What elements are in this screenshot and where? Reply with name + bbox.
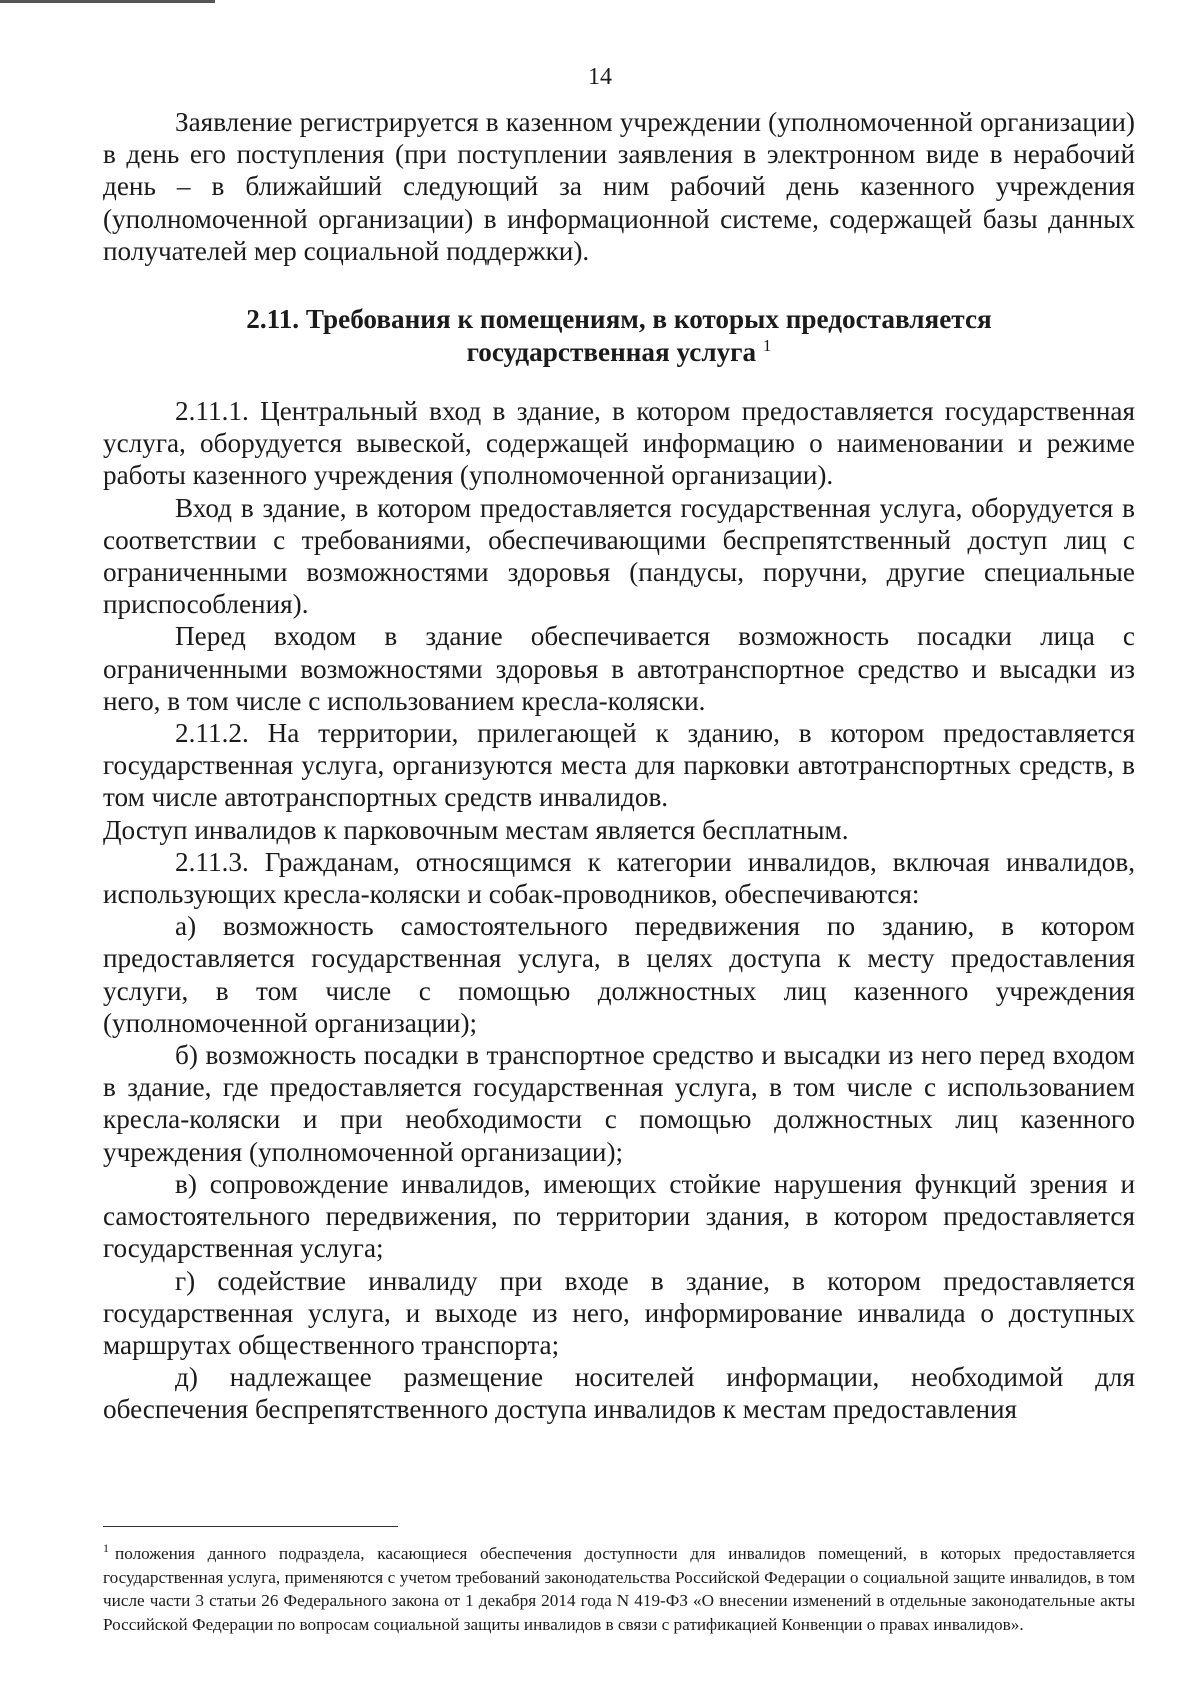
paragraph-2-11-2: 2.11.2. На территории, прилегающей к зданию, в котором предоставляется государственная услуга, организуются места для парковки автотранспортных средств, в том числе автотранспортных средств инвалидов.	[103, 718, 1135, 813]
footnote-reference: 1	[762, 335, 772, 355]
paragraph-2-11-1: 2.11.1. Центральный вход в здание, в котором предоставляется государственная услуга, оборудуется вывеской, содержащей информацию о наименовании и режиме работы казенного учреждения (уполномоченной организации).	[103, 396, 1135, 491]
footnote	[103, 1542, 1135, 1636]
list-item-a: а) возможность самостоятельного передвижения по зданию, в котором предоставляется государственная услуга, в целях доступа к месту предоставления услуги, в том числе с помощью должностных лиц казенного учреждения (уполномоченной организации);	[103, 911, 1135, 1038]
section-heading	[103, 303, 1135, 369]
section-heading-line1: 2.11. Требования к помещениям, в которых предоставляется	[246, 304, 992, 335]
page-number: 14	[588, 64, 612, 90]
scan-artifact-line	[0, 0, 215, 3]
list-item-d: д) надлежащее размещение носителей информации, необходимой для обеспечения беспрепятственного доступа инвалидов к местам предоставления	[103, 1362, 1135, 1425]
paragraph-registration: Заявление регистрируется в казенном учреждении (уполномоченной организации) в день его поступления (при поступлении заявления в электронном виде в нерабочий день – в ближайший следующий за ним рабочий день казенного учреждения (уполномоченной организации) в информационной системе, содержащей базы данных получателей мер социальной поддержки).	[103, 107, 1135, 266]
paragraph-parking-free: Доступ инвалидов к парковочным местам является бесплатным.	[103, 814, 849, 845]
document-body	[103, 106, 1135, 1426]
paragraph-2-11-3: 2.11.3. Гражданам, относящимся к категории инвалидов, включая инвалидов, использующих кресла-коляски и собак-проводников, обеспечиваются:	[103, 846, 1135, 910]
footnote-divider	[103, 1526, 398, 1527]
paragraph-boarding: Перед входом в здание обеспечивается возможность посадки лица с ограниченными возможностями здоровья в автотранспортное средство и высадки из него, в том числе с использованием кресла-коляски.	[103, 621, 1135, 716]
footnote-text: положения данного подраздела, касающиеся обеспечения доступности для инвалидов помещений, в которых предоставляется государственная услуга, применяются с учетом требований законодательства Российской Федерации о социальной защите инвалидов, в том числе части 3 статьи 26 Федерального закона от 1 декабря 2014 года N 419-ФЗ «О внесении изменений в отдельные законодательные акты Российской Федерации по вопросам социальной защиты инвалидов в связи с ратификацией Конвенции о правах инвалидов».	[103, 1544, 1135, 1634]
list-item-b: б) возможность посадки в транспортное средство и высадки из него перед входом в здание, где предоставляется государственная услуга, в том числе с использованием кресла-коляски и при необходимости с помощью должностных лиц казенного учреждения (уполномоченной организации);	[103, 1040, 1135, 1167]
paragraph-entrance: Вход в здание, в котором предоставляется государственная услуга, оборудуется в соответствии с требованиями, обеспечивающими беспрепятственный доступ лиц с ограниченными возможностями здоровья (пандусы, поручни, другие специальные приспособления).	[103, 492, 1135, 620]
section-heading-line2-wrap	[103, 336, 1135, 369]
section-heading-line2: государственная услуга	[466, 337, 757, 368]
list-item-g: г) содействие инвалиду при входе в здание, в котором предоставляется государственная услуга, и выходе из него, информирование инвалида о доступных маршрутах общественного транспорта;	[103, 1265, 1135, 1360]
list-item-v: в) сопровождение инвалидов, имеющих стойкие нарушения функций зрения и самостоятельного передвижения, по территории здания, в котором предоставляется государственная услуга;	[103, 1168, 1135, 1264]
footnote-marker: 1	[103, 1541, 109, 1556]
